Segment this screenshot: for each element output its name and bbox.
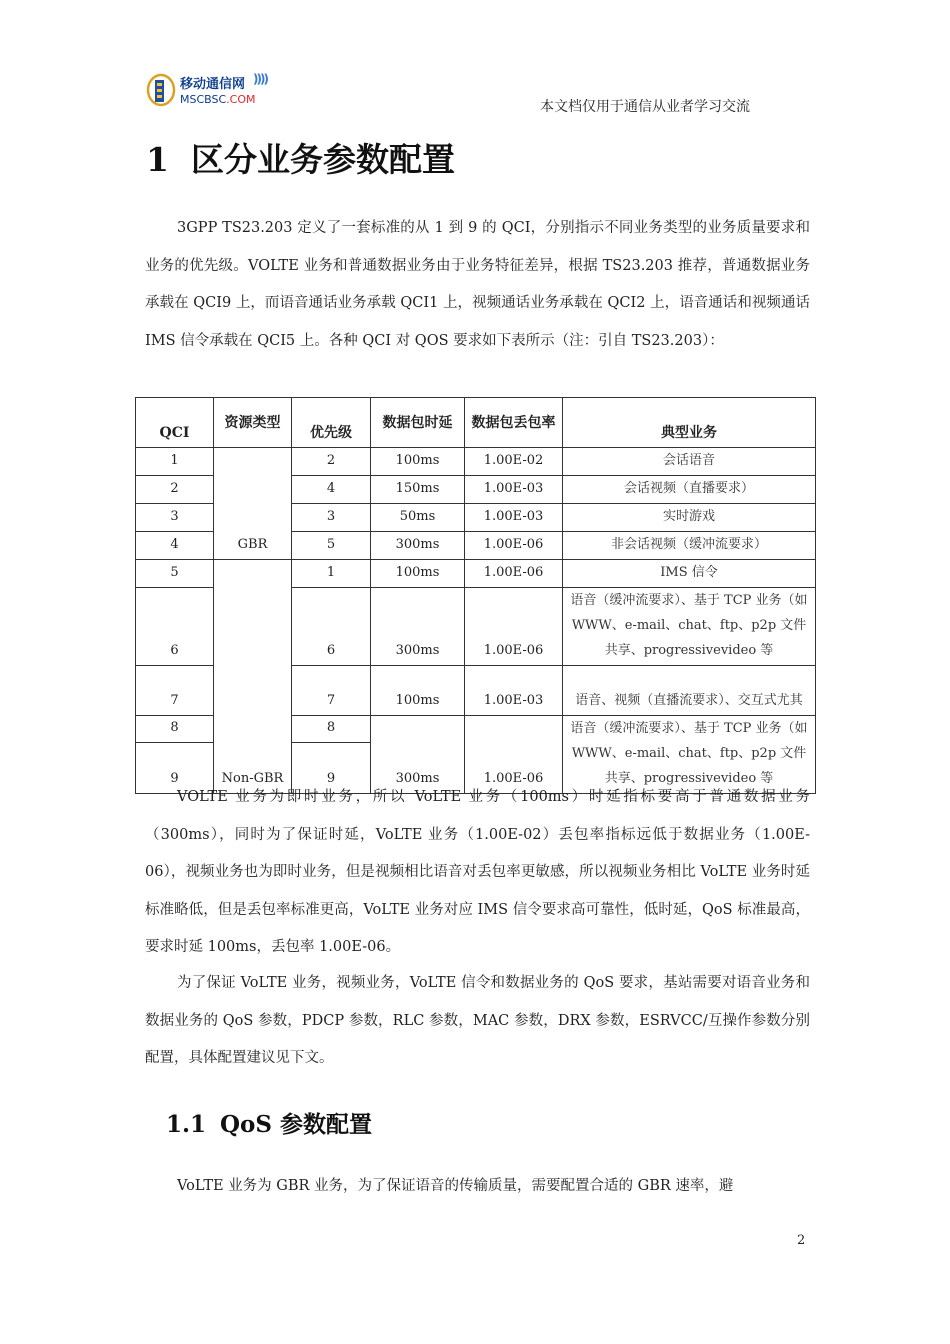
cell-delay: 100ms [371, 448, 465, 476]
cell-delay: 300ms [371, 532, 465, 560]
body-paragraph-2: VOLTE 业务为即时业务，所以 VoLTE 业务（100ms）时延指标要高于普通数据业务（300ms），同时为了保证时延，VoLTE 业务（1.00E-02）丢包率指标远低于数据业务（1.00E-06），视频业务也为即时业务，但是视频相比语音对丢包率更敏感，所以视频业务相比 VoLTE 业务时延标准略低，但是丢包率标准更高，VoLTE 业务对应 IMS 信令要求高可靠性，低时延，QoS 标准最高，要求时延 100ms，丢包率 1.00E-06。 [145, 789, 810, 955]
logo-name: 移动通信网 [180, 77, 246, 92]
logo-domain [180, 93, 256, 106]
cell-delay-merged: 300ms [371, 716, 465, 794]
cell-delay: 100ms [371, 666, 465, 716]
cell-priority: 3 [292, 504, 371, 532]
qci-table [135, 397, 816, 794]
cell-service: IMS 信令 [563, 560, 816, 588]
cell-priority: 6 [292, 588, 371, 666]
cell-resource-non-gbr: Non-GBR [214, 560, 292, 794]
section-title: 区分业务参数配置 [190, 140, 455, 179]
cell-priority: 8 [292, 716, 371, 743]
cell-loss: 1.00E-06 [465, 532, 563, 560]
cell-delay: 150ms [371, 476, 465, 504]
page-number: 2 [797, 1233, 806, 1248]
cell-delay: 300ms [371, 588, 465, 666]
table-row [136, 448, 816, 476]
header-qci: QCI [136, 398, 214, 448]
cell-priority: 9 [292, 743, 371, 794]
logo-emblem-icon [146, 72, 176, 108]
header-delay: 数据包时延 [371, 398, 465, 448]
cell-priority: 2 [292, 448, 371, 476]
cell-service-merged: 语音（缓冲流要求）、基于 TCP 业务（如 WWW、e-mail、chat、ftp、p2p 文件共享、progressivevideo 等 [563, 716, 816, 794]
cell-service: 会话视频（直播要求） [563, 476, 816, 504]
table-row [136, 560, 816, 588]
cell-service: 非会话视频（缓冲流要求） [563, 532, 816, 560]
table-header-row [136, 398, 816, 448]
cell-priority: 1 [292, 560, 371, 588]
cell-service: 会话语音 [563, 448, 816, 476]
cell-qci: 1 [136, 448, 214, 476]
logo-signal-icon: )))) [253, 72, 267, 86]
cell-loss: 1.00E-03 [465, 666, 563, 716]
cell-qci: 8 [136, 716, 214, 743]
header-note: 本文档仅用于通信从业者学习交流 [540, 99, 750, 115]
cell-qci: 9 [136, 743, 214, 794]
cell-loss: 1.00E-03 [465, 476, 563, 504]
subsection-heading [166, 1106, 372, 1139]
cell-delay: 50ms [371, 504, 465, 532]
cell-resource-gbr: GBR [214, 448, 292, 560]
header-loss: 数据包丢包率 [465, 398, 563, 448]
cell-priority: 7 [292, 666, 371, 716]
cell-loss-merged: 1.00E-06 [465, 716, 563, 794]
cell-priority: 4 [292, 476, 371, 504]
subsection-title: QoS 参数配置 [220, 1111, 373, 1138]
logo-domain-main: MSCBSC [180, 93, 227, 106]
cell-qci: 4 [136, 532, 214, 560]
body-paragraph-4: VoLTE 业务为 GBR 业务，为了保证语音的传输质量，需要配置合适的 GBR 速率，避 [177, 1178, 734, 1194]
header-priority: 优先级 [292, 398, 371, 448]
intro-paragraph: 3GPP TS23.203 定义了一套标准的从 1 到 9 的 QCI，分别指示不同业务类型的业务质量要求和业务的优先级。VOLTE 业务和普通数据业务由于业务特征差异，根据 TS23.203 推荐，普通数据业务承载在 QCI9 上，而语音通话业务承载 QCI1 上，视频通话业务承载在 QCI2 上，语音通话和视频通话 IMS 信令承载在 QCI5 上。各种 QCI 对 QOS 要求如下表所示（注：引自 TS23.203）： [145, 220, 810, 349]
logo-domain-suffix: .COM [226, 93, 256, 106]
header-service: 典型业务 [563, 398, 816, 448]
cell-qci: 3 [136, 504, 214, 532]
site-logo [140, 70, 290, 112]
cell-qci: 2 [136, 476, 214, 504]
cell-loss: 1.00E-06 [465, 588, 563, 666]
cell-service: 语音、视频（直播流要求）、交互式尤其 [563, 666, 816, 716]
section-number: 1 [146, 140, 169, 179]
cell-priority: 5 [292, 532, 371, 560]
cell-service: 语音（缓冲流要求）、基于 TCP 业务（如 WWW、e-mail、chat、ftp、p2p 文件共享、progressivevideo 等 [563, 588, 816, 666]
header-resource-type: 资源类型 [214, 398, 292, 448]
cell-qci: 6 [136, 588, 214, 666]
cell-delay: 100ms [371, 560, 465, 588]
cell-qci: 7 [136, 666, 214, 716]
section-heading [146, 134, 455, 181]
subsection-number: 1.1 [166, 1111, 207, 1138]
body-paragraph-3: 为了保证 VoLTE 业务，视频业务，VoLTE 信令和数据业务的 QoS 要求，基站需要对语音业务和数据业务的 QoS 参数，PDCP 参数，RLC 参数，MAC 参数，DRX 参数，ESRVCC/互操作参数分别配置，具体配置建议见下文。 [145, 975, 810, 1066]
cell-loss: 1.00E-06 [465, 560, 563, 588]
cell-loss: 1.00E-03 [465, 504, 563, 532]
cell-qci: 5 [136, 560, 214, 588]
cell-loss: 1.00E-02 [465, 448, 563, 476]
cell-service: 实时游戏 [563, 504, 816, 532]
